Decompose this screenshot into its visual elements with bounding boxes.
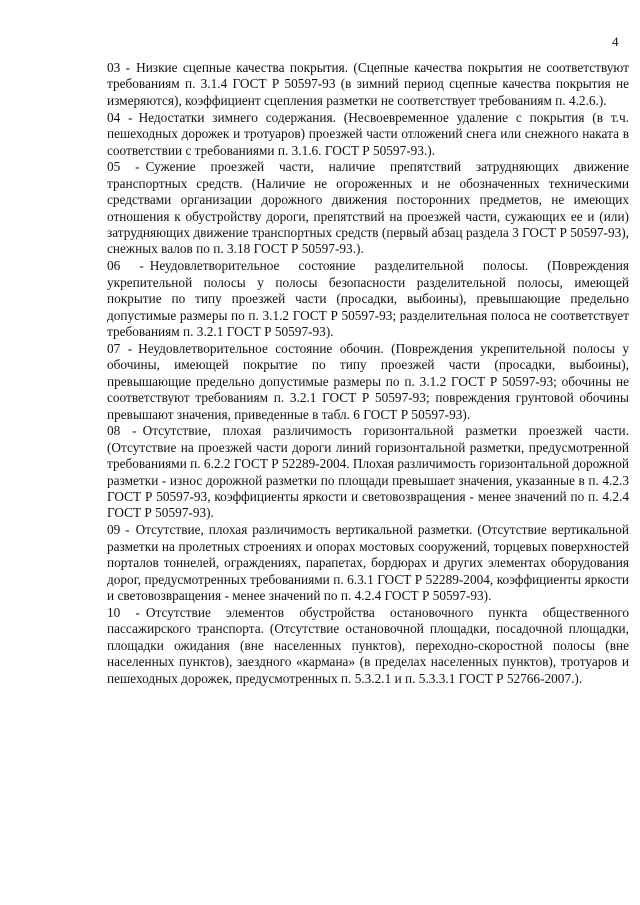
defect-description: Неудовлетворительное состояние разделительной полосы. (Повреждения укрепительной полосы у полосы безопасности разделительной полосы, имеющей покрытие по типу проезжей части (просадки, выбоины), превышающие предельно допустимые размеры по п. 3.1.2 ГОСТ Р 50597-93; разделительная полоса не соответствует требованиям п. 3.2.1 ГОСТ Р 50597-93). xyxy=(107,258,629,339)
defect-code: 06 - xyxy=(107,258,144,274)
defect-code: 04 - xyxy=(107,109,133,125)
defect-code: 08 - xyxy=(107,423,137,439)
defect-item-08 xyxy=(107,423,629,521)
defect-code: 10 - xyxy=(107,604,140,620)
defect-item-09 xyxy=(107,522,629,604)
defect-description: Сужение проезжей части, наличие препятствий затрудняющих движение транспортных средств. (Наличие не огороженных и не обозначенных техническими средствами организации дорожного движения посторонних предметов, не имеющих отношения к обустройству дороги, препятствий на проезжей части, сужающих ее и (или) затрудняющих движение транспортных средств (первый абзац раздела 3 ГОСТ Р 50597-93), снежных валов по п. 3.18 ГОСТ Р 50597-93.). xyxy=(107,159,629,257)
defect-description: Отсутствие элементов обустройства остановочного пункта общественного пассажирского транспорта. (Отсутствие остановочной площадки, посадочной площадки, площадки ожидания (вне населенных пунктов), переходно-скоростной полосы (вне населенных пунктов), заездного «кармана» (в пределах населенных пунктов), тротуаров и пешеходных дорожек, предусмотренных п. 5.3.2.1 и п. 5.3.3.1 ГОСТ Р 52766-2007.). xyxy=(107,604,629,686)
defect-item-04 xyxy=(107,110,629,159)
defect-item-10 xyxy=(107,605,629,687)
defect-description: Недостатки зимнего содержания. (Несвоевременное удаление с покрытия (в т.ч. пешеходных дорожек и тротуаров) проезжей части отложений снега или снежного наката в соответствии с требованиями п. 3.1.6. ГОСТ Р 50597-93.). xyxy=(107,109,629,158)
defect-description: Отсутствие, плохая различимость горизонтальной разметки проезжей части. (Отсутствие на проезжей части дороги линий горизонтальной разметки, предусмотренной требованиями п. 6.2.2 ГОСТ Р 52289-2004. Плохая различимость горизонтальной дорожной разметки - износ дорожной разметки по площади превышает значения, указанные в п. 4.2.3 ГОСТ Р 50597-93, коэффициенты яркости и световозвращения - менее значений по п. 4.2.4 ГОСТ Р 50597-93). xyxy=(107,423,629,521)
defect-code: 05 - xyxy=(107,159,140,175)
defect-code: 07 - xyxy=(107,340,133,356)
defect-description: Неудовлетворительное состояние обочин. (Повреждения укрепительной полосы у обочины, имеющей покрытие по типу проезжей части (просадки, выбоины), превышающие предельно допустимые размеры по п. 3.1.2 ГОСТ Р 50597-93; обочины не соответствуют требованиям п. 3.2.1 ГОСТ Р 50597-93; повреждения грунтовой обочины превышают значения, приведенные в табл. 6 ГОСТ Р 50597-93). xyxy=(107,340,629,422)
defect-code-list xyxy=(107,60,629,687)
defect-code: 09 - xyxy=(107,522,130,538)
defect-item-03 xyxy=(107,60,629,109)
defect-description: Отсутствие, плохая различимость вертикальной разметки. (Отсутствие вертикальной разметки на пролетных строениях и опорах мостовых сооружений, торцевых поверхностей порталов тоннелей, ограждениях, парапетах, бордюрах и других элементах оборудования дорог, предусмотренных требованиями п. 6.3.1 ГОСТ Р 52289-2004, коэффициенты яркости и световозвращения - менее значений по п. 4.2.4 ГОСТ Р 50597-93). xyxy=(107,522,629,603)
page-number: 4 xyxy=(612,34,619,49)
defect-code: 03 - xyxy=(107,60,131,75)
defect-description: Низкие сцепные качества покрытия. (Сцепные качества покрытия не соответствуют требованиям п. 3.1.4 ГОСТ Р 50597-93 (в зимний период сцепные качества покрытия не измеряются), коэффициент сцепления разметки не соответствует требованиям п. 4.2.6.). xyxy=(107,60,629,108)
defect-item-07 xyxy=(107,341,629,423)
defect-item-05 xyxy=(107,159,629,257)
defect-item-06 xyxy=(107,258,629,340)
